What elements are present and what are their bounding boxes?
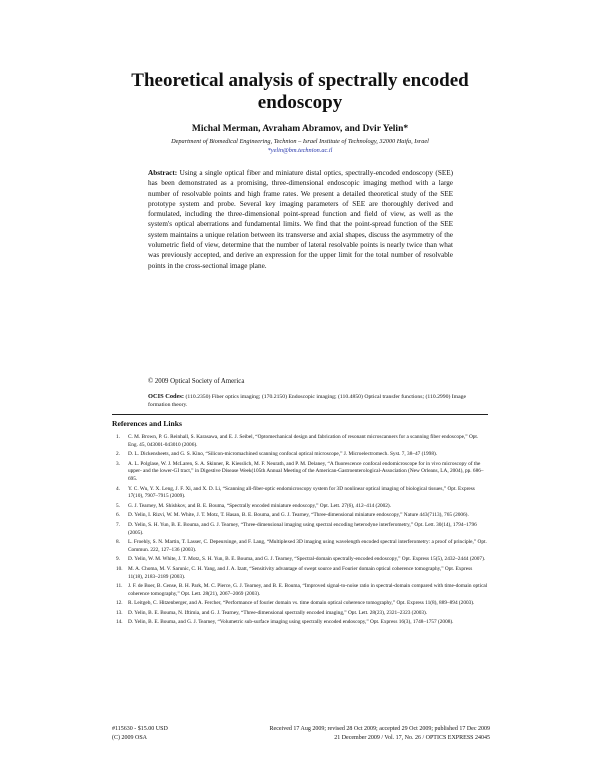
reference-list [112,434,488,629]
abstract-label: Abstract: [148,169,178,177]
footer-price: #115630 - $15.00 USD [112,726,168,732]
reference-item [112,461,488,484]
paper-title [100,70,500,114]
reference-number: 10. [116,565,123,572]
title-line-2: endoscopy [257,92,343,113]
section-divider [112,414,488,415]
reference-item [112,600,488,608]
ocis-codes [148,393,466,409]
reference-number: 5. [116,502,120,509]
references-heading: References and Links [112,419,182,428]
reference-number: 2. [116,451,120,458]
title-line-1: Theoretical analysis of spectrally encoded [131,70,469,91]
reference-text: R. Leitgeb, C. Hitzenberger, and A. Fercher, “Performance of fourier domain vs. time domain optical coherence tomography,” Opt. Express 11(8), 889–894 (2003). [128,600,475,607]
footer-row-2 [112,734,490,743]
reference-text: D. Yelin, S. H. Yun, B. E. Bouma, and G. J. Tearney, “Three-dimensional imaging using spectral encoding heterodyne interferometry,” Opt. Lett. 30(14), 1794–1796 (2005). [128,521,477,536]
reference-item [112,503,488,511]
reference-number: 8. [116,539,120,546]
reference-number: 1. [116,434,120,440]
reference-number: 11. [116,583,123,590]
reference-text: L. Froehly, S. N. Martin, T. Lasser, C. Depeursinge, and F. Lang, “Multiplexed 3D imaging using wavelength encoded spectral interferometry: a proof of principle,” Opt. Commun. 222, 127–136 (2003). [128,539,487,553]
reference-text: G. J. Tearney, M. Shishkov, and B. E. Bouma, “Spectrally encoded miniature endoscopy,” Opt. Lett. 27(6), 412–414 (2002). [128,502,391,509]
abstract-text: Using a single optical fiber and miniature distal optics, spectrally-encoded endoscopy (SEE) has been demonstrated as a promising, three-dimensional endoscopic imaging method with a large number of resolvable points and high frame rates. We present a detailed theoretical study of the SEE prototype system and probe. Several key imaging parameters of SEE are thoroughly derived and formulated, including the three-dimensional point-spread function and field of view, as well as the system's optical aberrations and fundamental limits. We find that the point-spread function of the SEE system maintains a unique relation between its transverse and axial shapes, discuss the asymmetry of the volumetric field of view, determine that the number of lateral resolvable points is nearly twice than what was previously accepted, and derive an expression for the upper limit for the total number of resolvable points in the cross-sectional image plane. [148,169,453,270]
reference-item [112,619,488,627]
footer-copyright: (C) 2009 OSA [112,735,148,741]
footer-journal: 21 December 2009 / Vol. 17, No. 26 / OPTICS EXPRESS 24045 [334,735,490,741]
reference-item [112,486,488,501]
author-list: Michal Merman, Avraham Abramov, and Dvir Yelin* [191,124,409,134]
ocis-text: (110.2350) Fiber optics imaging; (170.2150) Endoscopic imaging; (110.4850) Optical transfer functions; (110.2990) Image formation theory. [148,394,466,408]
reference-item [112,583,488,598]
reference-text: D. Yelin, B. E. Bouma, and G. J. Tearney, “Volumetric sub-surface imaging using spectrally encoded endoscopy,” Opt. Express 16(3), 1748–1757 (2008). [128,619,454,626]
reference-text: A. L. Polglase, W. J. McLaren, S. A. Skinner, R. Kiesslich, M. F. Neurath, and P. M. Delaney, “A fluorescence confocal endomicroscope for in vivo microscopy of the upper- and the lower-GI tract,” in Digestive Disease Week(105th Annual Meeting of the American-Gastroenterological-Association (New Orleans, LA, 2004), pp. 686–695. [128,460,484,482]
reference-number: 6. [116,512,120,519]
footer-row-1 [112,725,490,734]
footer-history: Received 17 Aug 2009; revised 28 Oct 2009; accepted 29 Oct 2009; published 17 Dec 2009 [269,726,490,732]
reference-text: M. A. Choma, M. V. Sarunic, C. H. Yang, and J. A. Izatt, “Sensitivity advantage of swept source and Fourier domain optical coherence tomography,” Opt. Express 11(18), 2183–2189 (2003). [128,565,473,580]
reference-item [112,434,488,449]
reference-text: J. F. de Boer, B. Cense, B. H. Park, M. C. Pierce, G. J. Tearney, and B. E. Bouma, “Improved signal-to-noise ratio in spectral-domain compared with time-domain optical coherence tomography,” Opt. Lett. 28(21), 2067–2069 (2003). [128,583,488,597]
reference-text: D. Yelin, I. Rizvi, W. M. White, J. T. Motz, T. Hasan, B. E. Bouma, and G. J. Tearney, “Three-dimensional miniature endoscopy,” Nature 443(7113), 765 (2006). [128,512,469,519]
reference-item [112,556,488,564]
page-footer [112,725,490,743]
reference-number: 13. [116,609,123,616]
reference-number: 9. [116,556,120,563]
ocis-label: OCIS Codes: [148,393,185,400]
reference-text: D. L. Dickensheets, and G. S. Kino, “Silicon-micromachined scanning confocal optical microscope,” J. Microelectromech. Syst. 7, 38–47 (1998). [128,451,438,458]
affiliation [90,138,510,155]
reference-item [112,512,488,520]
reference-item [112,566,488,581]
reference-text: Y. C. Wu, Y. X. Leng, J. F. Xi, and X. D. Li, “Scanning all-fiber-optic endomicroscopy system for 3D nonlinear optical imaging of biological tissues,” Opt. Express 17(10), 7907–7915 (2009). [128,485,475,500]
affiliation-text: Department of Biomedical Engineering, Technion – Israel Institute of Technology, 32000 Haifa, Israel [171,138,429,145]
reference-item [112,539,488,554]
reference-text: C. M. Brown, P. G. Reinhall, S. Karasawa, and E. J. Seibel, “Optomechanical design and fabrication of resonant microscanners for a scanning fiber endoscope,” Opt. Eng. 45, 043001-043010 (2006). [128,434,479,448]
copyright-notice: © 2009 Optical Society of America [148,378,245,385]
reference-number: 14. [116,619,123,626]
reference-text: D. Yelin, W. M. White, J. T. Motz, S. H. Yun, B. E. Bouma, and G. J. Tearney, “Spectral-domain spectrally-encoded endoscopy,” Opt. Express 15(5), 2432–2444 (2007). [128,556,486,563]
reference-number: 4. [116,485,120,492]
reference-number: 12. [116,600,123,607]
reference-text: D. Yelin, B. E. Bouma, N. Iftimia, and G. J. Tearney, “Three-dimensional spectrally encoded imaging,” Opt. Lett. 28(23), 2321–2323 (2003). [128,609,428,616]
reference-number: 3. [116,460,120,467]
reference-number: 7. [116,521,120,528]
reference-item [112,610,488,618]
author-email[interactable]: *yelin@bm.technion.ac.il [267,146,333,154]
reference-item [112,451,488,459]
abstract [148,168,453,271]
reference-item [112,522,488,537]
